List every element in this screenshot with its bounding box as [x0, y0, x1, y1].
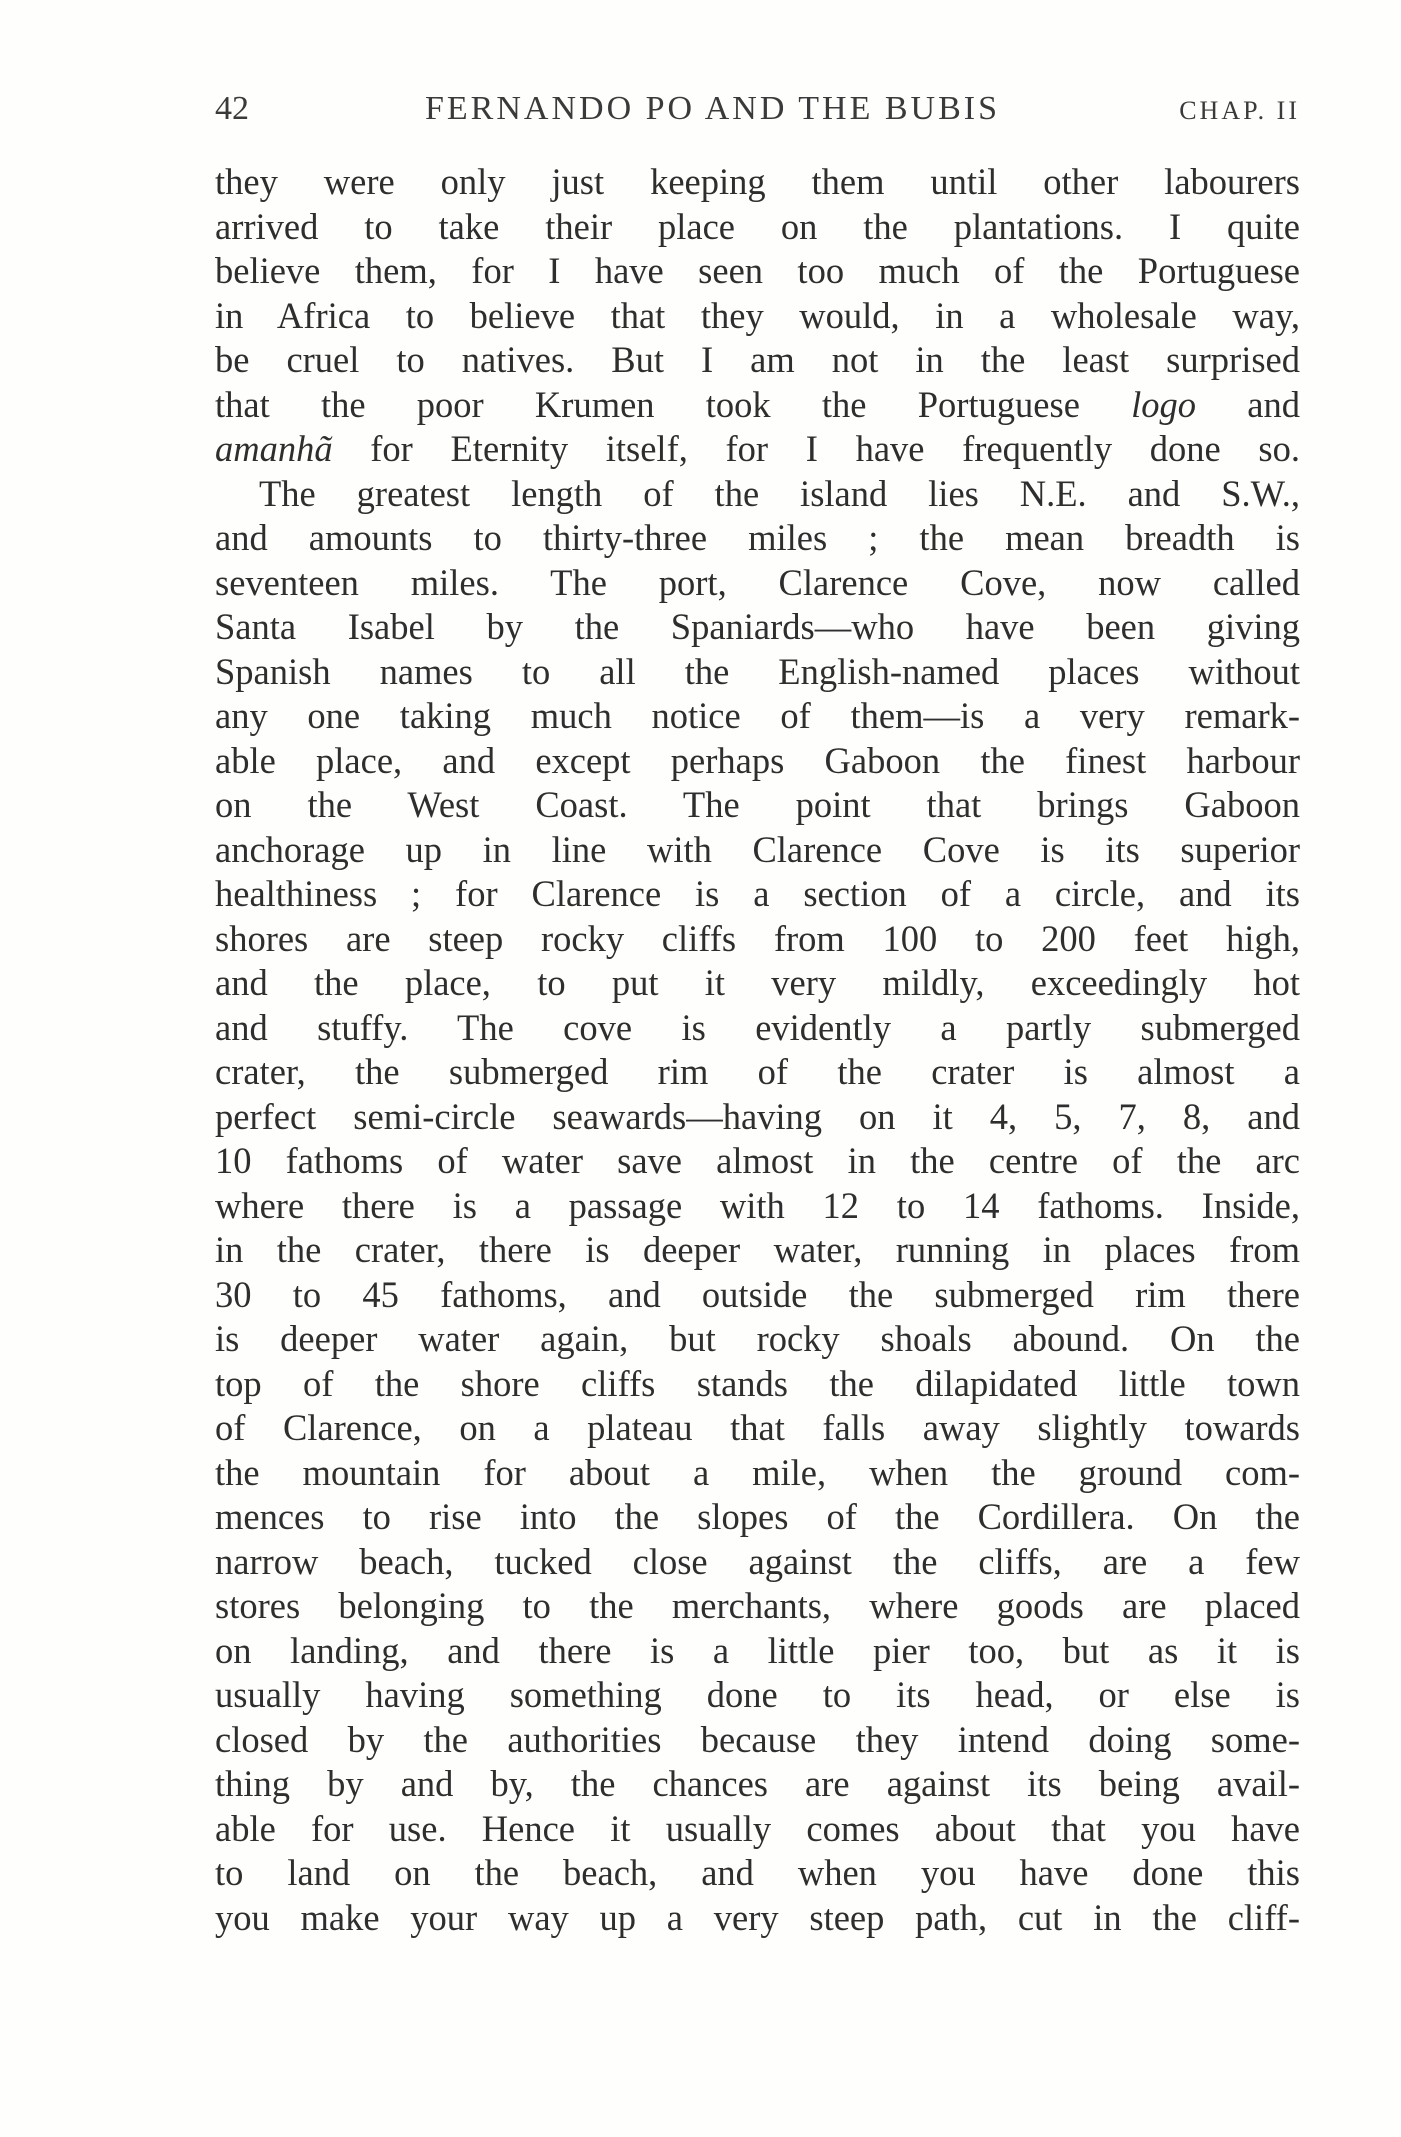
text-line: on the West Coast. The point that brings Gaboon — [215, 784, 1300, 825]
text-line: in Africa to believe that they would, in a wholesale way, — [215, 294, 1300, 336]
text-line: anchorage up in line with Clarence Cove is its superior — [215, 828, 1300, 870]
text-line: seventeen miles. The port, Clarence Cove, now called — [215, 561, 1300, 603]
text-line — [215, 383, 1300, 428]
text-line: Spanish names to all the English-named places without — [215, 650, 1300, 692]
text-line: and amounts to thirty-three miles ; the mean breadth is — [215, 517, 1300, 558]
text-line: 30 to 45 fathoms, and outside the submerged rim there — [215, 1273, 1300, 1315]
text-line: narrow beach, tucked close against the cliffs, are a few — [215, 1540, 1300, 1582]
text-line: you make your way up a very steep path, cut in the cliff- — [215, 1896, 1300, 1938]
text-line: perfect semi-circle seawards—having on it 4, 5, 7, 8, and — [215, 1095, 1300, 1137]
text-line: able place, and except perhaps Gaboon the finest harbour — [215, 739, 1300, 781]
text-line: stores belonging to the merchants, where goods are placed — [215, 1585, 1300, 1626]
text-line: of Clarence, on a plateau that falls away slightly towards — [215, 1407, 1300, 1448]
text-line: on landing, and there is a little pier too, but as it is — [215, 1629, 1300, 1671]
text-line: healthiness ; for Clarence is a section of a circle, and its — [215, 873, 1300, 914]
text-line: and stuffy. The cove is evidently a partly submerged — [215, 1006, 1300, 1048]
page-number: 42 — [215, 90, 249, 127]
text-line: and the place, to put it very mildly, exceedingly hot — [215, 962, 1300, 1003]
text-line: closed by the authorities because they intend doing some- — [215, 1718, 1300, 1760]
paragraph — [215, 472, 1300, 1941]
text-segment: that the poor Krumen took the Portuguese — [215, 383, 1132, 425]
text-segment: for Eternity itself, for I have frequently done so. — [332, 428, 1300, 469]
text-line: thing by and by, the chances are against its being avail- — [215, 1763, 1300, 1804]
text-line: in the crater, there is deeper water, running in places from — [215, 1229, 1300, 1270]
italic-word: amanhã — [215, 428, 333, 469]
text-line: crater, the submerged rim of the crater is almost a — [215, 1051, 1300, 1092]
running-header — [215, 84, 1300, 130]
text-segment: and — [1196, 383, 1300, 425]
chapter-label: CHAP. II — [1179, 96, 1300, 125]
text-line: top of the shore cliffs stands the dilapidated little town — [215, 1362, 1300, 1404]
text-line: is deeper water again, but rocky shoals abound. On the — [215, 1318, 1300, 1359]
text-line: be cruel to natives. But I am not in the least surprised — [215, 339, 1300, 380]
text-line: usually having something done to its head, or else is — [215, 1674, 1300, 1715]
text-line: able for use. Hence it usually comes about that you have — [215, 1807, 1300, 1849]
text-line: where there is a passage with 12 to 14 fathoms. Inside, — [215, 1184, 1300, 1226]
text-line: to land on the beach, and when you have done this — [215, 1852, 1300, 1893]
text-line: The greatest length of the island lies N.E. and S.W., — [259, 472, 1300, 514]
text-line: mences to rise into the slopes of the Cordillera. On the — [215, 1496, 1300, 1537]
text-line: the mountain for about a mile, when the ground com- — [215, 1451, 1300, 1493]
text-line: any one taking much notice of them—is a very remark- — [215, 695, 1300, 736]
text-line: arrived to take their place on the plantations. I quite — [215, 205, 1300, 247]
text-line: shores are steep rocky cliffs from 100 to 200 feet high, — [215, 917, 1300, 959]
text-line — [215, 427, 1300, 472]
body-text — [215, 160, 1300, 1940]
text-line: they were only just keeping them until other labourers — [215, 161, 1300, 202]
paragraph-continued — [215, 160, 1300, 472]
text-line: Santa Isabel by the Spaniards—who have been giving — [215, 606, 1300, 647]
text-line: believe them, for I have seen too much of the Portuguese — [215, 250, 1300, 291]
italic-word: logo — [1131, 383, 1197, 425]
running-title: FERNANDO PO AND THE BUBIS — [425, 90, 1000, 127]
text-line: 10 fathoms of water save almost in the centre of the arc — [215, 1140, 1300, 1181]
